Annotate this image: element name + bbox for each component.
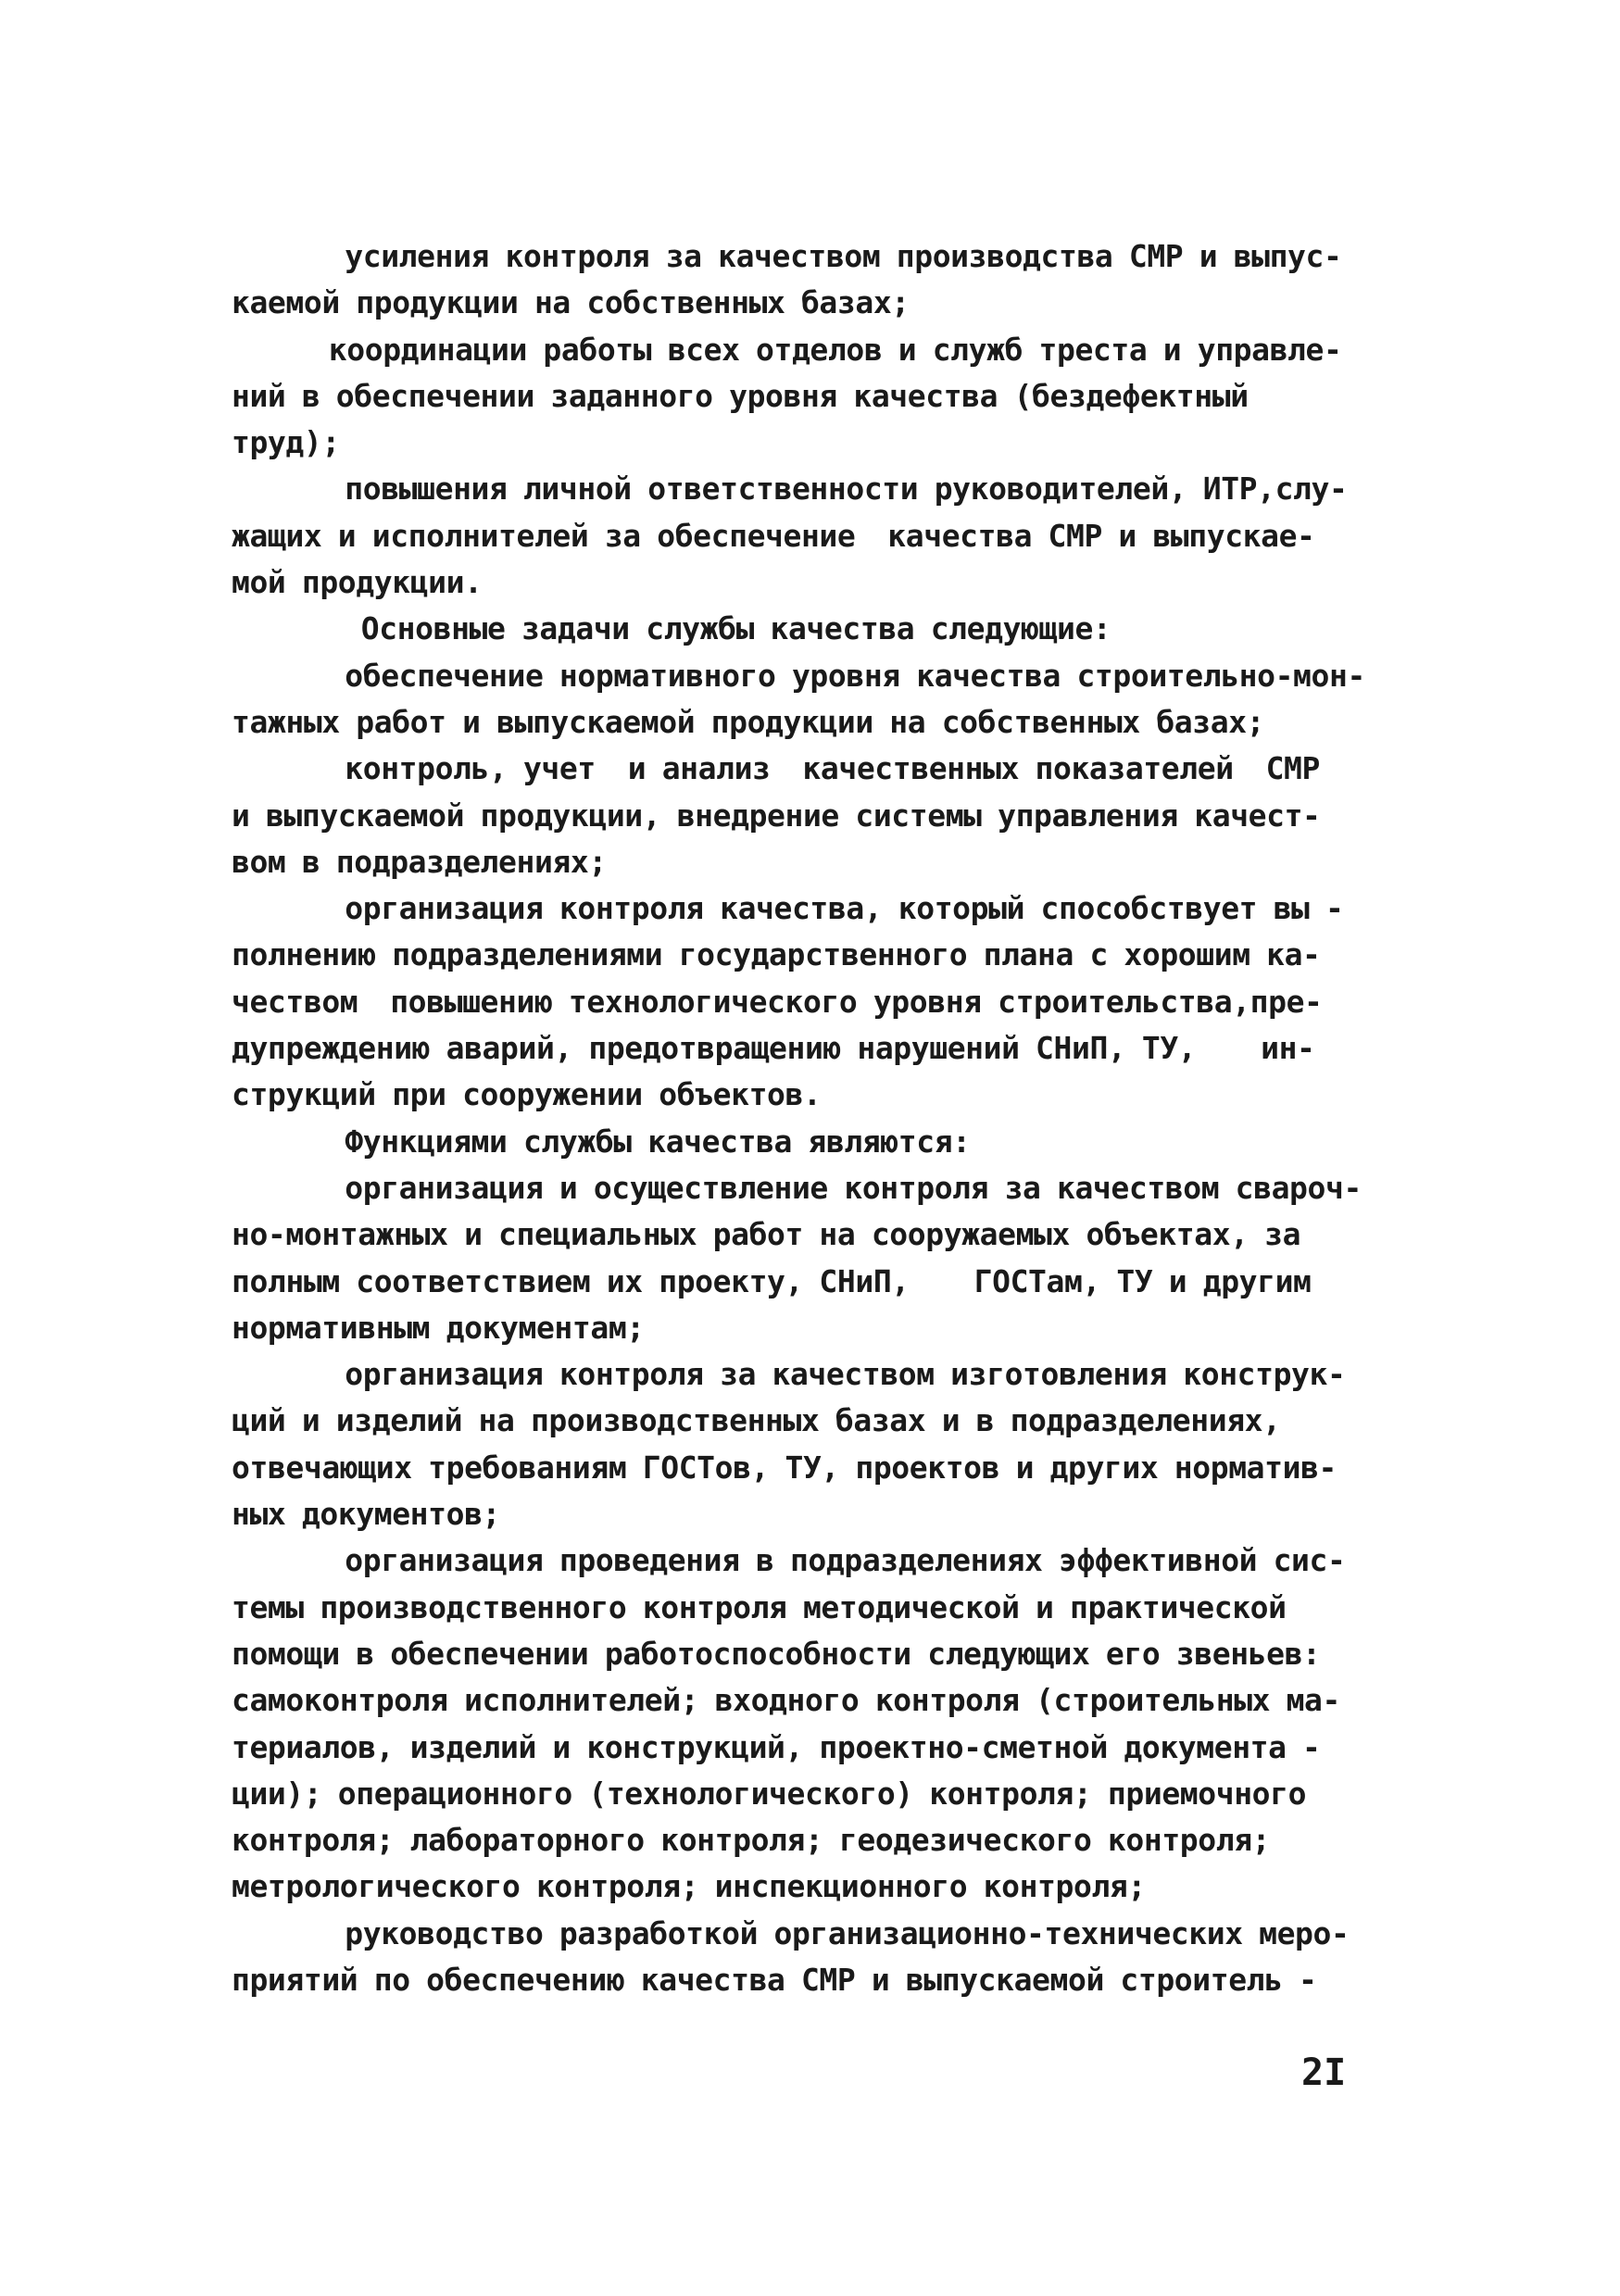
page-number: 2I — [1301, 2051, 1347, 2094]
text-line: отвечающих требованиям ГОСТов, ТУ, проектов и других норматив- — [232, 1449, 1337, 1486]
text-line: координации работы всех отделов и служб треста и управле- — [232, 331, 1342, 368]
text-line: вом в подразделениях; — [232, 843, 607, 880]
text-line: контроля; лабораторного контроля; геодезического контроля; — [232, 1822, 1271, 1859]
text-line: организация проведения в подразделениях эффективной сис- — [232, 1542, 1346, 1579]
text-line: Основные задачи службы качества следующие: — [232, 610, 1111, 647]
text-line: жащих и исполнителей за обеспечение качества СМР и выпускае- — [232, 517, 1315, 554]
text-line: мой продукции. — [232, 564, 483, 601]
text-line: обеспечение нормативного уровня качества строительно-мон- — [232, 657, 1365, 694]
text-line: самоконтроля исполнителей; входного контроля (строительных ма- — [232, 1682, 1340, 1719]
text-line: и выпускаемой продукции, внедрение системы управления качест- — [232, 797, 1321, 834]
text-line: ции); операционного (технологического) контроля; приемочного — [232, 1775, 1307, 1812]
text-line: полным соответствием их проекту, СНиП, ГОСТам, ТУ и другим — [232, 1262, 1312, 1299]
text-line: организация контроля за качеством изготовления конструк- — [232, 1356, 1346, 1393]
text-line: помощи в обеспечении работоспособности следующих его звеньев: — [232, 1635, 1321, 1672]
text-line: организация и осуществление контроля за качеством свароч- — [232, 1169, 1362, 1206]
text-line: повышения личной ответственности руководителей, ИТР,слу- — [232, 470, 1348, 508]
text-line: ний в обеспечении заданного уровня качества (бездефектный — [232, 377, 1249, 414]
text-line: усиления контроля за качеством производства СМР и выпус- — [232, 238, 1342, 274]
text-line: каемой продукции на собственных базах; — [232, 284, 910, 321]
text-line: Функциями службы качества являются: — [232, 1123, 971, 1160]
text-line: метрологического контроля; инспекционного контроля; — [232, 1868, 1146, 1905]
text-line: но-монтажных и специальных работ на сооружаемых объектах, за — [232, 1216, 1301, 1253]
text-line: дупреждению аварий, предотвращению нарушений СНиП, ТУ, ин- — [232, 1030, 1315, 1067]
text-line: труд); — [232, 424, 340, 461]
text-line: контроль, учет и анализ качественных показателей СМР — [232, 750, 1320, 787]
text-line: организация контроля качества, который способствует вы - — [232, 890, 1344, 927]
body-text — [232, 233, 1399, 2003]
text-line: ных документов; — [232, 1496, 501, 1533]
text-line: приятий по обеспечению качества СМР и выпускаемой строитель - — [232, 1961, 1317, 1998]
text-line: руководство разработкой организационно-технических меро- — [232, 1914, 1350, 1951]
text-line: чеством повышению технологического уровня строительства,пре- — [232, 983, 1323, 1020]
text-line: ций и изделий на производственных базах и в подразделениях, — [232, 1402, 1281, 1439]
text-line: тажных работ и выпускаемой продукции на собственных базах; — [232, 703, 1265, 740]
text-line: струкций при сооружении объектов. — [232, 1076, 822, 1113]
text-line: териалов, изделий и конструкций, проектно-сметной документа - — [232, 1728, 1321, 1765]
text-line: темы производственного контроля методической и практической — [232, 1588, 1287, 1625]
text-line: нормативным документам; — [232, 1309, 645, 1346]
text-line: полнению подразделениями государственного плана с хорошим ка- — [232, 936, 1321, 973]
